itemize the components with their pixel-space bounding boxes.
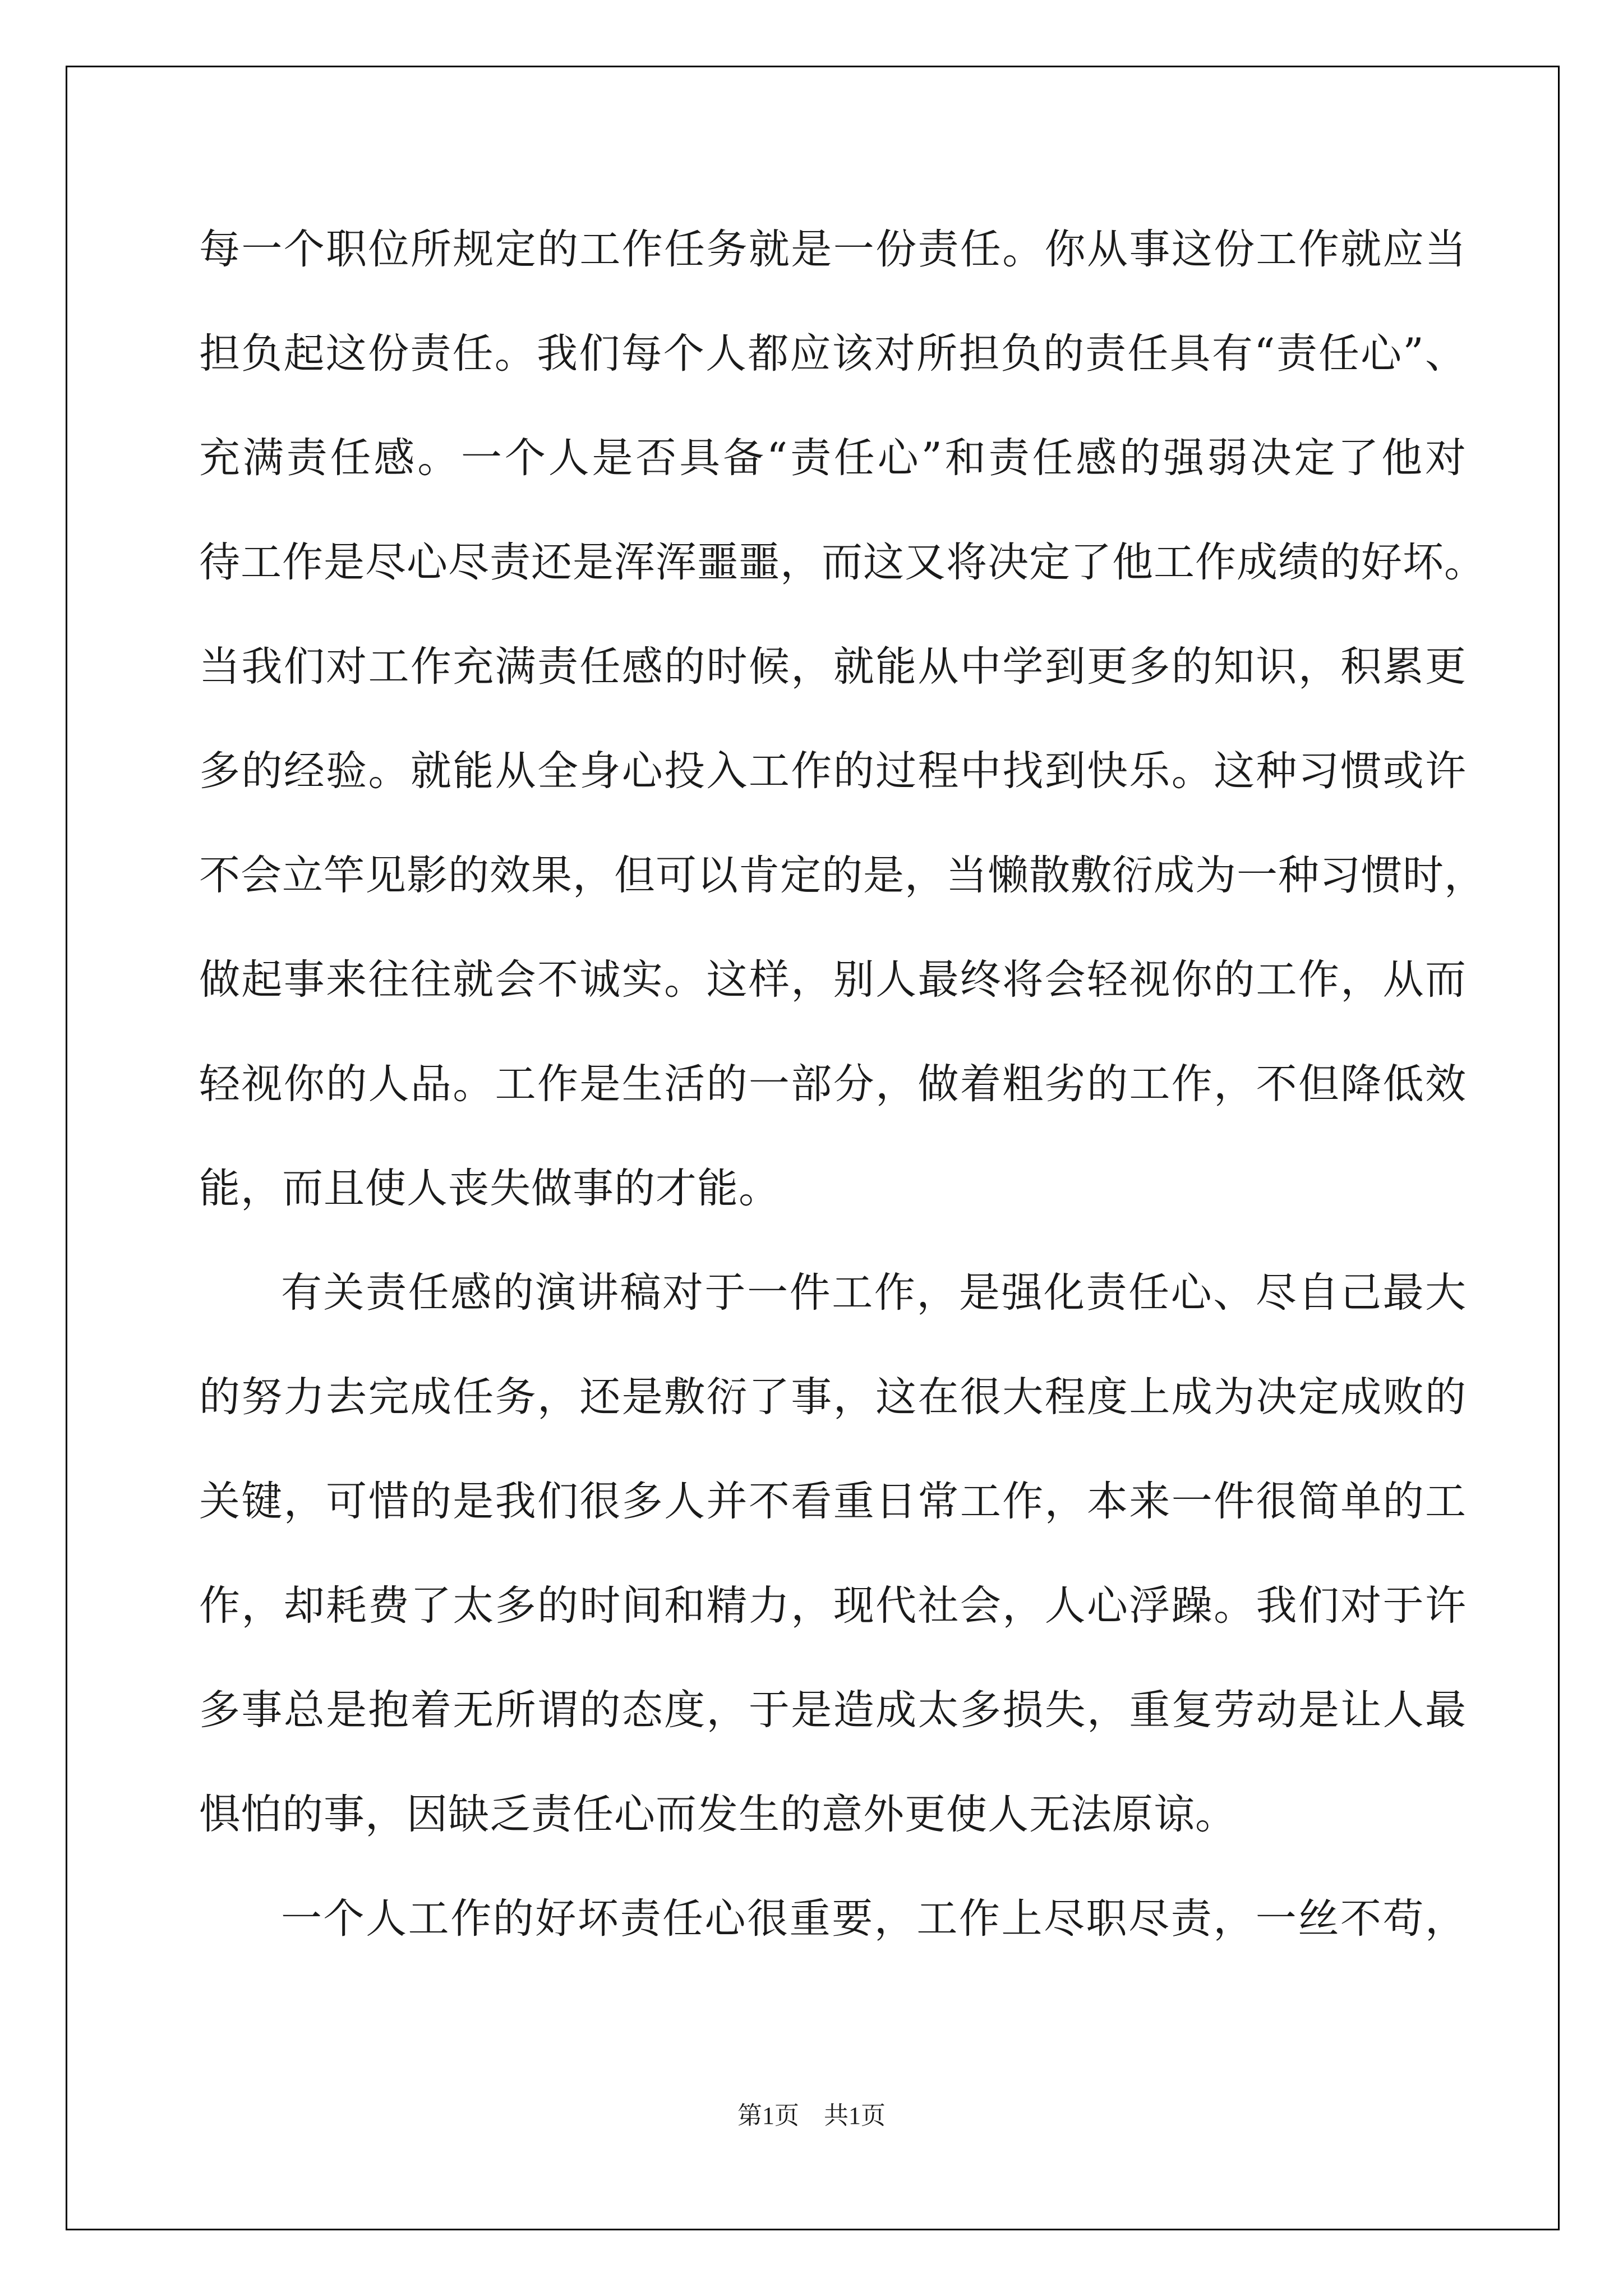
text-line: 的努力去完成任务，还是敷衍了事，这在很大程度上成为决定成败的 [199,1373,1467,1421]
text-line: 作，却耗费了太多的时间和精力，现代社会，人心浮躁。我们对于许 [199,1582,1467,1630]
page-footer [0,2095,1623,2131]
text-line-paragraph-end: 能，而且使人丧失做事的才能。 [199,1165,780,1212]
text-line-paragraph-end: 惧怕的事，因缺乏责任心而发生的意外更使人无法原谅。 [199,1791,1237,1838]
text-line: 担负起这份责任。我们每个人都应该对所担负的责任具有“责任心”、 [199,330,1467,378]
text-line: 充满责任感。一个人是否具备“责任心”和责任感的强弱决定了他对 [199,434,1467,482]
text-line: 当我们对工作充满责任感的时候，就能从中学到更多的知识，积累更 [199,643,1467,691]
text-line: 轻视你的人品。工作是生活的一部分，做着粗劣的工作，不但降低效 [199,1060,1467,1108]
text-line: 不会立竿见影的效果，但可以肯定的是，当懒散敷衍成为一种习惯时， [199,852,1486,899]
text-line: 待工作是尽心尽责还是浑浑噩噩，而这又将决定了他工作成绩的好坏。 [199,539,1486,586]
text-line: 多事总是抱着无所谓的态度，于是造成太多损失，重复劳动是让人最 [199,1686,1467,1734]
page-number-label: 第1页 共1页 [737,2102,886,2129]
text-line-paragraph-start: 有关责任感的演讲稿对于一件工作，是强化责任心、尽自己最大 [281,1269,1467,1317]
text-line-paragraph-start: 一个人工作的好坏责任心很重要，工作上尽职尽责，一丝不苟， [281,1895,1467,1943]
document-body [199,216,1486,1990]
text-line: 关键，可惜的是我们很多人并不看重日常工作，本来一件很简单的工 [199,1478,1467,1525]
text-line: 做起事来往往就会不诚实。这样，别人最终将会轻视你的工作，从而 [199,956,1467,1004]
text-line: 每一个职位所规定的工作任务就是一份责任。你从事这份工作就应当 [199,226,1467,273]
text-line: 多的经验。就能从全身心投入工作的过程中找到快乐。这种习惯或许 [199,747,1467,795]
